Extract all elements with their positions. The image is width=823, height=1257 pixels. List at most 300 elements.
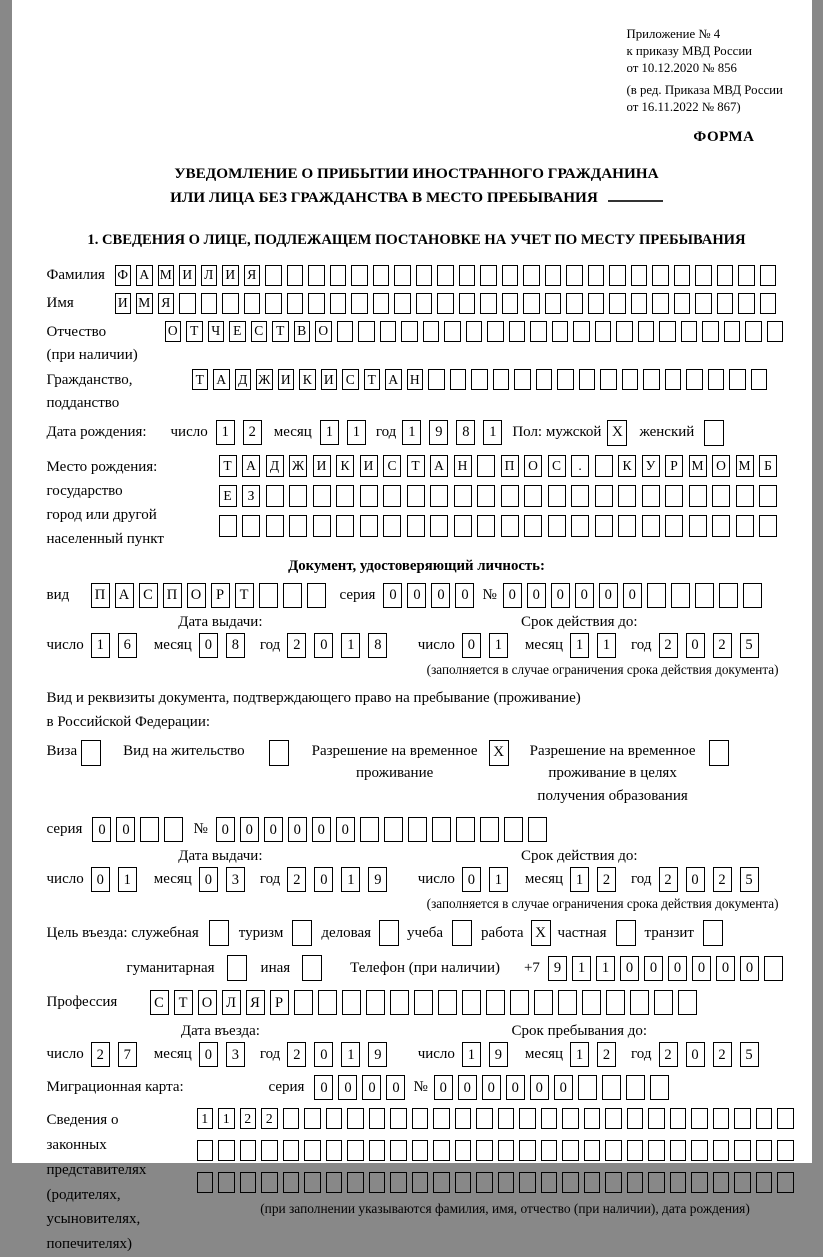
form-cell xyxy=(261,1140,278,1161)
form-cell: 0 xyxy=(312,817,331,842)
form-cell: 0 xyxy=(362,1075,381,1100)
form-cell: 1 xyxy=(462,1042,481,1067)
form-cell: 0 xyxy=(386,1075,405,1100)
form-cell xyxy=(689,515,707,537)
form-cell: 0 xyxy=(431,583,450,608)
form-cell: 2 xyxy=(240,1108,257,1129)
form-cell: Е xyxy=(219,485,237,507)
form-cell: 1 xyxy=(118,867,137,892)
representatives-row2 xyxy=(197,1140,794,1161)
form-cell xyxy=(326,1108,343,1129)
form-cell: К xyxy=(336,455,354,477)
valid-until-caption: Срок действия до: xyxy=(394,848,764,865)
doc-seriya-cells xyxy=(383,583,474,608)
form-cell: 0 xyxy=(554,1075,573,1100)
form-cell xyxy=(756,1108,773,1129)
form-cell: 2 xyxy=(91,1042,110,1067)
day-label: число xyxy=(47,871,84,888)
valid-month-cells xyxy=(570,867,616,892)
entry-year-cells xyxy=(287,1042,387,1067)
sex-female-checkbox xyxy=(704,420,724,446)
form-cell: С xyxy=(548,455,566,477)
form-cell xyxy=(738,293,755,314)
form-cell xyxy=(760,265,777,286)
form-cell xyxy=(609,265,626,286)
entry-date-captions xyxy=(47,1023,787,1040)
form-cell: 0 xyxy=(240,817,259,842)
form-cell xyxy=(717,265,734,286)
purpose-humanitarian-label: гуманитарная xyxy=(127,960,215,977)
form-cell xyxy=(618,515,636,537)
month-label: месяц xyxy=(154,871,192,888)
form-cell: 1 xyxy=(570,1042,589,1067)
residence-seriya-cells xyxy=(92,817,183,842)
entry-dates xyxy=(47,1042,787,1067)
temp-residence-label: Разрешение на временное проживание xyxy=(311,740,479,785)
form-label: ФОРМА xyxy=(47,129,787,146)
form-cell xyxy=(498,1108,515,1129)
form-cell: 0 xyxy=(686,1042,705,1067)
form-cell: 1 xyxy=(489,633,508,658)
form-cell: 0 xyxy=(199,867,218,892)
form-cell xyxy=(383,515,401,537)
purpose-business-label: деловая xyxy=(321,925,371,942)
form-cell xyxy=(462,990,481,1015)
seriya-label: серия xyxy=(340,587,376,604)
form-cell xyxy=(240,1172,257,1193)
form-cell: 8 xyxy=(456,420,475,445)
form-cell: 0 xyxy=(92,817,111,842)
form-cell: Р xyxy=(211,583,230,608)
form-cell: 0 xyxy=(462,633,481,658)
form-cell: Л xyxy=(201,265,218,286)
form-cell xyxy=(605,1172,622,1193)
form-cell xyxy=(648,1108,665,1129)
form-cell: 3 xyxy=(226,1042,245,1067)
form-cell xyxy=(412,1108,429,1129)
until-day-cells xyxy=(462,1042,508,1067)
representatives-block xyxy=(47,1108,787,1257)
issue-year-cells xyxy=(287,633,387,658)
form-cell xyxy=(691,1140,708,1161)
birth-place-row3 xyxy=(219,515,778,537)
form-cell: Т xyxy=(186,321,203,342)
form-cell xyxy=(423,321,440,342)
form-cell xyxy=(294,990,313,1015)
form-cell: И xyxy=(115,293,132,314)
form-cell xyxy=(760,293,777,314)
year-label: год xyxy=(376,424,396,441)
form-cell: О xyxy=(315,321,332,342)
identity-issue-date xyxy=(47,633,388,658)
form-cell xyxy=(498,1172,515,1193)
form-cell xyxy=(557,369,574,390)
form-cell xyxy=(450,369,467,390)
temp-residence-edu-checkbox xyxy=(709,740,729,766)
form-cell xyxy=(674,293,691,314)
form-cell: Б xyxy=(759,455,777,477)
form-cell xyxy=(438,990,457,1015)
month-label: месяц xyxy=(154,637,192,654)
form-cell xyxy=(743,583,762,608)
form-cell xyxy=(548,515,566,537)
form-cell: Ж xyxy=(289,455,307,477)
migration-seriya-cells xyxy=(314,1075,405,1100)
migration-number-cells xyxy=(434,1075,669,1100)
form-cell xyxy=(437,265,454,286)
surname-cells xyxy=(115,265,777,286)
sex-female-label: женский xyxy=(639,424,694,441)
form-cell xyxy=(541,1140,558,1161)
form-cell xyxy=(764,956,783,981)
form-cell xyxy=(584,1108,601,1129)
form-cell xyxy=(584,1172,601,1193)
form-cell: П xyxy=(501,455,519,477)
purpose-row-1 xyxy=(47,920,787,946)
form-cell xyxy=(326,1140,343,1161)
appendix-line: Приложение № 4 xyxy=(627,26,823,43)
valid-month-cells xyxy=(570,633,616,658)
form-cell xyxy=(197,1172,214,1193)
sex-male-checkbox: X xyxy=(607,420,627,446)
form-cell xyxy=(501,485,519,507)
form-cell xyxy=(631,293,648,314)
form-cell xyxy=(695,583,714,608)
purpose-study-label: учеба xyxy=(407,925,443,942)
form-cell xyxy=(266,515,284,537)
form-cell: 9 xyxy=(489,1042,508,1067)
form-cell xyxy=(430,515,448,537)
form-cell: 9 xyxy=(368,1042,387,1067)
form-cell xyxy=(444,321,461,342)
form-cell xyxy=(618,485,636,507)
form-cell xyxy=(582,990,601,1015)
form-cell: 0 xyxy=(644,956,663,981)
form-cell: 0 xyxy=(314,633,333,658)
phone-prefix: +7 xyxy=(524,960,540,977)
form-cell: 1 xyxy=(341,633,360,658)
form-cell xyxy=(394,265,411,286)
form-cell: 0 xyxy=(216,817,235,842)
form-cell xyxy=(602,1075,621,1100)
form-cell xyxy=(476,1108,493,1129)
form-cell: 1 xyxy=(489,867,508,892)
form-cell xyxy=(541,1172,558,1193)
form-cell xyxy=(337,321,354,342)
form-cell xyxy=(642,515,660,537)
form-cell xyxy=(201,293,218,314)
birth-place-label: Место рождения: государство город или другой населенный пункт xyxy=(47,455,219,552)
form-cell xyxy=(369,1108,386,1129)
form-cell: 0 xyxy=(314,1042,333,1067)
firstname-label: Имя xyxy=(47,295,115,312)
residence-valid-date xyxy=(418,867,759,892)
citizenship-label: Гражданство, подданство xyxy=(47,369,192,416)
form-cell xyxy=(541,1108,558,1129)
form-cell: 2 xyxy=(287,633,306,658)
form-cell xyxy=(454,485,472,507)
form-cell xyxy=(759,515,777,537)
until-year-cells xyxy=(659,1042,759,1067)
form-cell xyxy=(523,265,540,286)
form-cell xyxy=(283,1140,300,1161)
form-cell xyxy=(416,265,433,286)
form-cell: 8 xyxy=(368,633,387,658)
form-cell xyxy=(627,1108,644,1129)
form-cell xyxy=(670,1140,687,1161)
residence-issue-date xyxy=(47,867,388,892)
day-label: число xyxy=(418,637,455,654)
stay-until-caption: Срок пребывания до: xyxy=(394,1023,764,1040)
issue-year-cells xyxy=(287,867,387,892)
form-cell xyxy=(729,369,746,390)
appendix-line: к приказу МВД России xyxy=(627,43,823,60)
valid-year-cells xyxy=(659,633,759,658)
year-label: год xyxy=(631,637,651,654)
form-cell: 0 xyxy=(91,867,110,892)
form-cell xyxy=(164,817,183,842)
form-cell xyxy=(366,990,385,1015)
form-cell xyxy=(626,1075,645,1100)
purpose-row-2 xyxy=(47,955,787,981)
residence-doc-options xyxy=(47,740,787,808)
form-cell xyxy=(218,1172,235,1193)
form-cell: 0 xyxy=(620,956,639,981)
validity-note: (заполняется в случае ограничения срока действия документа) xyxy=(47,896,787,912)
form-cell xyxy=(412,1140,429,1161)
form-cell xyxy=(571,515,589,537)
form-cell: А xyxy=(242,455,260,477)
form-cell: Т xyxy=(364,369,381,390)
form-cell: 1 xyxy=(320,420,339,445)
form-cell xyxy=(480,817,499,842)
appendix-block xyxy=(627,26,823,115)
form-cell xyxy=(487,321,504,342)
form-cell: 0 xyxy=(692,956,711,981)
form-cell xyxy=(283,583,302,608)
form-cell: 9 xyxy=(548,956,567,981)
purpose-business-checkbox xyxy=(379,920,399,946)
form-cell xyxy=(519,1140,536,1161)
patronymic-row xyxy=(47,321,787,368)
form-cell xyxy=(197,1140,214,1161)
form-cell: У xyxy=(642,455,660,477)
form-cell: П xyxy=(91,583,110,608)
issue-date-caption: Дата выдачи: xyxy=(47,614,395,631)
form-cell xyxy=(336,515,354,537)
form-cell: К xyxy=(299,369,316,390)
form-cell xyxy=(504,817,523,842)
form-cell xyxy=(394,293,411,314)
form-cell: А xyxy=(136,265,153,286)
form-cell: Р xyxy=(665,455,683,477)
form-cell: А xyxy=(213,369,230,390)
number-label: № xyxy=(193,821,207,838)
form-cell: Д xyxy=(266,455,284,477)
form-cell: 0 xyxy=(503,583,522,608)
issue-month-cells xyxy=(199,633,245,658)
form-cell: О xyxy=(198,990,217,1015)
form-cell: 0 xyxy=(264,817,283,842)
representatives-row3 xyxy=(197,1172,794,1193)
form-cell xyxy=(347,1172,364,1193)
form-cell: . xyxy=(571,455,589,477)
form-cell xyxy=(416,293,433,314)
form-cell: 0 xyxy=(383,583,402,608)
form-cell: 0 xyxy=(336,817,355,842)
birth-place-cells xyxy=(219,455,778,537)
form-title xyxy=(47,162,787,209)
appendix-line: от 10.12.2020 № 856 xyxy=(627,60,823,77)
firstname-cells xyxy=(115,293,777,314)
form-cell: 1 xyxy=(341,1042,360,1067)
form-cell: В xyxy=(294,321,311,342)
form-cell xyxy=(534,990,553,1015)
form-cell xyxy=(358,321,375,342)
form-cell: С xyxy=(342,369,359,390)
year-label: год xyxy=(631,1046,651,1063)
form-cell xyxy=(456,817,475,842)
form-cell: 1 xyxy=(91,633,110,658)
form-cell: 0 xyxy=(462,867,481,892)
form-cell xyxy=(407,485,425,507)
form-cell xyxy=(318,990,337,1015)
form-cell xyxy=(562,1140,579,1161)
form-cell: И xyxy=(222,265,239,286)
form-cell: И xyxy=(313,455,331,477)
form-cell xyxy=(605,1108,622,1129)
seriya-label: серия xyxy=(47,821,83,838)
form-cell: 0 xyxy=(314,1075,333,1100)
form-cell xyxy=(308,265,325,286)
form-cell: И xyxy=(321,369,338,390)
form-cell xyxy=(745,321,762,342)
form-cell xyxy=(689,485,707,507)
form-cell: 1 xyxy=(218,1108,235,1129)
form-cell xyxy=(562,1172,579,1193)
form-cell xyxy=(702,321,719,342)
firstname-row xyxy=(47,293,787,314)
birth-place-row1 xyxy=(219,455,778,477)
form-cell: Л xyxy=(222,990,241,1015)
form-cell xyxy=(476,1140,493,1161)
form-cell xyxy=(536,369,553,390)
form-cell: 0 xyxy=(668,956,687,981)
valid-until-caption: Срок действия до: xyxy=(394,614,764,631)
form-cell: Я xyxy=(158,293,175,314)
form-cell: О xyxy=(187,583,206,608)
birth-date-row xyxy=(47,420,787,446)
form-cell xyxy=(695,293,712,314)
stay-until-date xyxy=(418,1042,759,1067)
form-cell: 2 xyxy=(659,867,678,892)
form-cell: 8 xyxy=(226,633,245,658)
form-cell: Ч xyxy=(208,321,225,342)
temp-residence-checkbox: X xyxy=(489,740,509,766)
form-cell xyxy=(244,293,261,314)
temp-residence-edu-label: Разрешение на временное проживание в целях получения образования xyxy=(527,740,699,808)
form-cell: 0 xyxy=(551,583,570,608)
profession-cells xyxy=(150,990,697,1015)
form-cell xyxy=(454,515,472,537)
year-label: год xyxy=(260,871,280,888)
form-cell xyxy=(562,1108,579,1129)
title-blank-underline xyxy=(608,200,663,202)
form-cell xyxy=(283,1172,300,1193)
form-cell: С xyxy=(150,990,169,1015)
representatives-row1 xyxy=(197,1108,794,1129)
form-cell xyxy=(407,515,425,537)
form-cell xyxy=(756,1140,773,1161)
form-cell xyxy=(480,293,497,314)
form-cell xyxy=(390,1172,407,1193)
form-cell xyxy=(584,1140,601,1161)
form-cell xyxy=(412,1172,429,1193)
patronymic-cells xyxy=(165,321,784,342)
issue-day-cells xyxy=(91,633,137,658)
birth-date-label: Дата рождения: xyxy=(47,424,155,441)
birth-day-cells xyxy=(216,420,262,445)
form-cell xyxy=(509,321,526,342)
doc-kind-label: вид xyxy=(47,587,91,604)
form-cell xyxy=(373,265,390,286)
form-cell xyxy=(498,1140,515,1161)
form-cell: О xyxy=(524,455,542,477)
form-cell xyxy=(383,485,401,507)
form-cell: М xyxy=(736,455,754,477)
form-cell: И xyxy=(179,265,196,286)
month-label: месяц xyxy=(525,871,563,888)
form-cell: 2 xyxy=(597,1042,616,1067)
birth-place-row2 xyxy=(219,485,778,507)
purpose-transit-checkbox xyxy=(703,920,723,946)
form-cell xyxy=(738,265,755,286)
form-cell xyxy=(595,455,613,477)
form-cell xyxy=(713,1140,730,1161)
purpose-label: Цель въезда: служебная xyxy=(47,925,199,942)
surname-row xyxy=(47,265,787,286)
form-cell: Е xyxy=(229,321,246,342)
form-cell xyxy=(558,990,577,1015)
form-cell xyxy=(242,515,260,537)
form-cell xyxy=(266,485,284,507)
form-cell: 2 xyxy=(287,1042,306,1067)
purpose-humanitarian-checkbox xyxy=(227,955,247,981)
form-cell xyxy=(351,293,368,314)
form-cell: 1 xyxy=(483,420,502,445)
form-cell xyxy=(642,485,660,507)
purpose-work-label: работа xyxy=(481,925,524,942)
form-cell xyxy=(631,265,648,286)
form-cell: 2 xyxy=(713,1042,732,1067)
form-cell xyxy=(433,1108,450,1129)
form-cell: Т xyxy=(235,583,254,608)
form-cell xyxy=(308,293,325,314)
form-cell xyxy=(287,293,304,314)
form-cell: 2 xyxy=(261,1108,278,1129)
form-cell xyxy=(579,369,596,390)
form-cell xyxy=(734,1140,751,1161)
amendment-line: (в ред. Приказа МВД России xyxy=(627,82,823,99)
form-cell: 2 xyxy=(659,1042,678,1067)
form-cell: 9 xyxy=(429,420,448,445)
form-cell xyxy=(566,293,583,314)
form-cell xyxy=(514,369,531,390)
form-cell xyxy=(430,485,448,507)
form-cell xyxy=(459,265,476,286)
purpose-private-checkbox xyxy=(616,920,636,946)
form-cell: 9 xyxy=(368,867,387,892)
